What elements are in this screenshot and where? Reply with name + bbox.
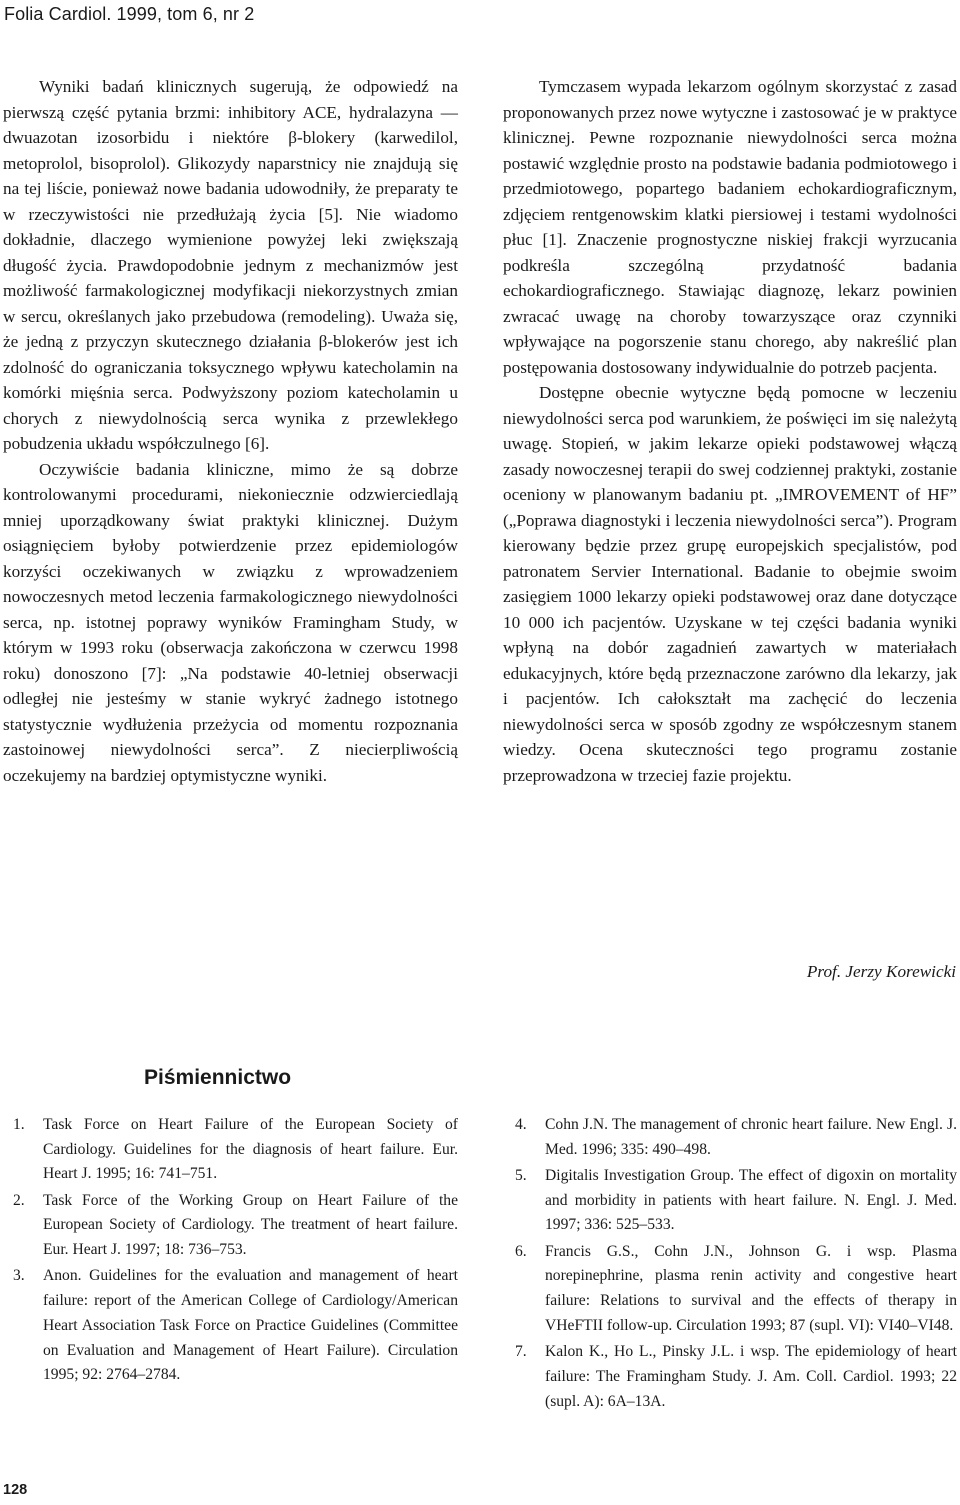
reference-item [13, 1113, 458, 1187]
reference-item [13, 1189, 458, 1263]
references-list-right [515, 1113, 957, 1416]
journal-header: Folia Cardiol. 1999, tom 6, nr 2 [4, 4, 255, 24]
left-text-column [3, 74, 458, 788]
reference-number: 7. [515, 1343, 527, 1361]
reference-text: Task Force on Heart Failure of the European Society of Cardiology. Guidelines for the diagnosis of heart failure. Eur. Heart J. 1995; 16: 741–751. [43, 1116, 458, 1183]
paragraph: Dostępne obecnie wytyczne będą pomocne w leczeniu niewydolności serca pod warunkiem, że poświęci im się należytą uwagę. Stopień, w jakim lekarze opieki podstawowej włączą zasady nowoczesnej terapii do swej codziennej praktyki, zostanie oceniony w planowanym badaniu pt. „IMROVEMENT of HF” („Poprawa diagnostyki i leczenia niewydolności serca”). Program kierowany będzie przez grupę europejskich specjalistów, pod patronatem Servier International. Badanie to obejmie swoim zasięgiem 1000 lekarzy opieki podstawowej oraz dane dotyczące 10 000 ich pacjentów. Uzyskane w tej części badania wyniki wpłyną na dobór zagadnień zawartych w materiałach edukacyjnych, które będą przeznaczone zarówno dla lekarzy, jak i pacjentów. Ich całokształt ma zachęcić do leczenia niewydolności serca w sposób zgodny ze współczesnym stanem wiedzy. Ocena skuteczności tego programu zostanie przeprowadzona w trzeciej fazie projektu. [503, 383, 957, 785]
references-list-left [13, 1113, 458, 1390]
right-text-column [503, 74, 957, 788]
reference-number: 2. [13, 1191, 25, 1209]
reference-text: Digitalis Investigation Group. The effect of digoxin on mortality and morbidity in patients with heart failure. N. Engl. J. Med. 1997; 336: 525–533. [545, 1167, 957, 1234]
reference-text: Task Force of the Working Group on Heart Failure of the European Society of Cardiology. The treatment of heart failure. Eur. Heart J. 1997; 18: 736–753. [43, 1191, 458, 1259]
reference-item [515, 1340, 957, 1414]
paragraph: Tymczasem wypada lekarzom ogólnym skorzystać z zasad proponowanych przez nowe wytyczne i zastosować je w praktyce klinicznej. Pewne rozpoznanie niewydolności serca można postawić względnie prosto na podstawie badania podmiotowego i przedmiotowego, popartego badaniem echokardiograficznym, zdjęciem rentgenowskim klatki piersiowej i testami wydolności płuc [1]. Znaczenie prognostyczne niskiej frakcji wyrzucania podkreśla szczególną przydatność badania echokardiograficznego. Stawiając diagnozę, lekarz powinien zwracać uwagę na choroby towarzyszące oraz czynniki wpływające na pogorszenie stanu chorego, aby nakreślić plan postępowania dostosowany indywidualnie do potrzeb pacjenta. [503, 77, 957, 377]
reference-item [13, 1264, 458, 1388]
page-number: 128 [3, 1482, 28, 1498]
reference-number: 4. [515, 1116, 527, 1133]
reference-number: 1. [13, 1116, 25, 1133]
paragraph: Wyniki badań klinicznych sugerują, że odpowiedź na pierwszą część pytania brzmi: inhibitory ACE, hydralazyna — dwuazotan izosorbidu i niektóre β-blokery (karwedilol, metoprolol, bisoprolol). Glikozydy naparstnicy nie znajdują się na tej liście, ponieważ nowe badania udowodniły, że preparaty te w rzeczywistości nie przedłużają życia [5]. Nie wiadomo dokładnie, dlaczego wymienione powyżej leki zwiększają długość życia. Prawdopodobnie jednym z mechanizmów jest możliwość farmakologicznej modyfikacji niekorzystnych zmian w sercu, określanych jako przebudowa (remodeling). Uważa się, że jedną z przyczyn skutecznego działania β-blokerów jest ich zdolność do ograniczania toksycznego wpływu katecholamin na komórki mięśnia serca. Podwyższony poziom katecholamin u chorych z niewydolnością serca wynika z przewlekłego pobudzenia układu współczulnego [6]. [3, 77, 458, 453]
reference-item [515, 1113, 957, 1162]
reference-text: Kalon K., Ho L., Pinsky J.L. i wsp. The epidemiology of heart failure: The Framingham Study. J. Am. Coll. Cardiol. 1993; 22 (supl. A): 6A–13A. [545, 1343, 957, 1410]
paragraph: Oczywiście badania kliniczne, mimo że są dobrze kontrolowanymi procedurami, niekoniecznie odzwierciedlają mniej uporządkowany świat praktyki klinicznej. Dużym osiągnięciem byłoby potwierdzenie przez epidemiologów korzyści oczekiwanych w związku z wprowadzeniem nowoczesnych metod leczenia farmakologicznego niewydolności serca, np. istotnej poprawy wyników Framingham Study, w którym w 1993 roku (obserwacja zakończona w czerwcu 1998 roku) donoszono [7]: „Na podstawie 40-letniej obserwacji odległej nie jesteśmy w stanie wykryć żadnego istotnego statystycznie wydłużenia przeżycia od momentu rozpoznania zastoinowej niewydolności serca”. Z niecierpliwością oczekujemy na bardziej optymistyczne wyniki. [3, 459, 458, 785]
reference-number: 6. [515, 1242, 527, 1260]
reference-item [515, 1240, 957, 1339]
reference-text: Anon. Guidelines for the evaluation and management of heart failure: report of the American College of Cardiology/American Heart Association Task Force on Practice Guidelines (Committee on Evaluation and Management of Heart Failure). Circulation 1995; 92: 2764–2784. [43, 1267, 458, 1384]
reference-text: Cohn J.N. The management of chronic heart failure. New Engl. J. Med. 1996; 335: 490–498. [545, 1116, 957, 1158]
reference-number: 5. [515, 1167, 527, 1184]
author-signature: Prof. Jerzy Korewicki [806, 962, 956, 981]
reference-item [515, 1164, 957, 1238]
references-title: Piśmiennictwo [144, 1066, 292, 1089]
reference-text: Francis G.S., Cohn J.N., Johnson G. i wsp. Plasma norepinephrine, plasma renin activity and congestive heart failure: Relations to survival and the effects of therapy in VHeFTII follow-up. Circulation 1993; 87 (supl. VI): VI40–VI48. [545, 1242, 957, 1334]
reference-number: 3. [13, 1267, 25, 1285]
